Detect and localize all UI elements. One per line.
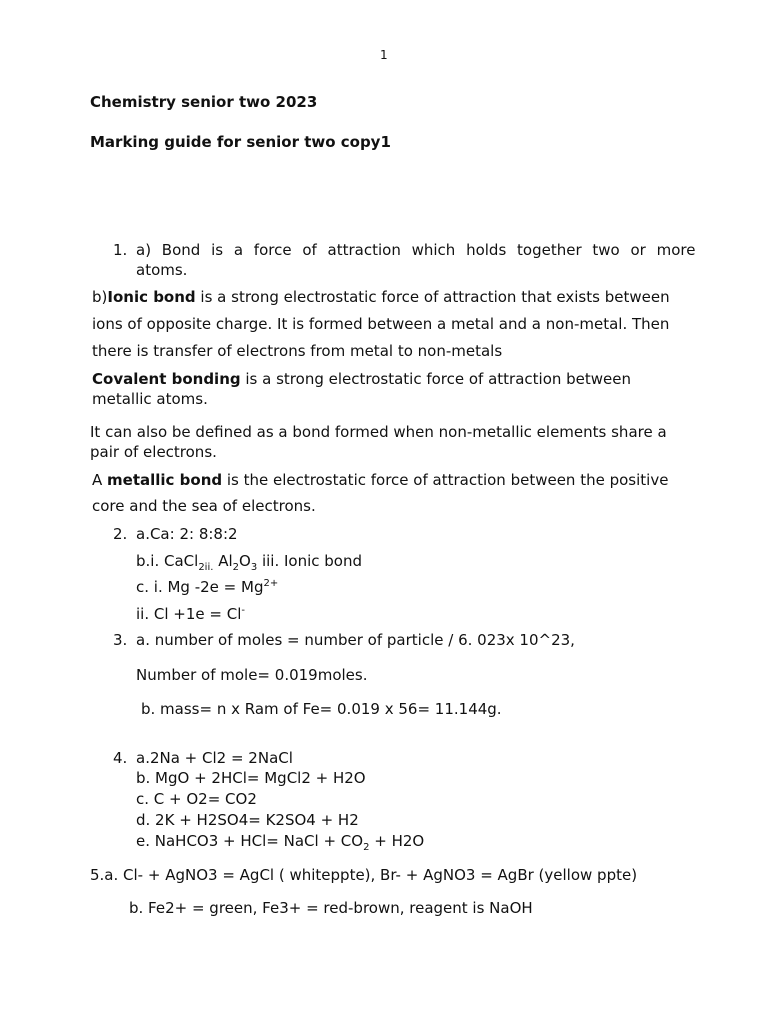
q1-b-prefix: b) (92, 288, 108, 306)
covalent-bonding-term: Covalent bonding (92, 370, 241, 388)
covalent-line2: metallic atoms. (92, 390, 208, 408)
q4-e-text: e. NaHCO3 + HCl= NaCl + CO (136, 832, 364, 850)
covalent-rest: is a strong electrostatic force of attraction between (240, 370, 632, 388)
covalent-line1 (92, 370, 631, 388)
q2-b-ionic: iii. Ionic bond (257, 552, 363, 570)
q4-e (136, 832, 425, 853)
q2-b-sub2: 2 (232, 562, 239, 573)
q2-c-ii-sup: - (241, 605, 245, 616)
document-title: Chemistry senior two 2023 (90, 93, 318, 111)
q5-a: 5.a. Cl- + AgNO3 = AgCl ( whiteppte), Br- + AgNO3 = AgBr (yellow ppte) (90, 866, 638, 884)
q4-e-sub: 2 (363, 842, 370, 853)
q2-b (136, 552, 363, 573)
q2-b-sub1: 2ii. (198, 562, 214, 573)
q2-a: a.Ca: 2: 8:8:2 (136, 525, 238, 543)
also-defined-line2: pair of electrons. (90, 443, 217, 461)
q3-number: 3. (113, 631, 128, 649)
q1-number: 1. (113, 241, 128, 259)
q1-b-rest: is a strong electrostatic force of attraction that exists between (195, 288, 670, 306)
q1-a-line2: atoms. (136, 261, 188, 279)
q1-b-line2: ions of opposite charge. It is formed between a metal and a non-metal. Then (92, 315, 670, 333)
q3-b: b. mass= n x Ram of Fe= 0.019 x 56= 11.144g. (141, 700, 502, 718)
metallic-line2: core and the sea of electrons. (92, 497, 316, 515)
q4-number: 4. (113, 749, 128, 767)
q4-a: a.2Na + Cl2 = 2NaCl (136, 749, 293, 767)
q4-e-post: + H2O (369, 832, 425, 850)
q4-d: d. 2K + H2SO4= K2SO4 + H2 (136, 811, 359, 829)
q2-c-ii (136, 605, 245, 623)
q2-c-ii-text: ii. Cl +1e = Cl (136, 605, 242, 623)
q1-b-line1 (92, 288, 670, 306)
q2-c-i (136, 578, 278, 596)
q2-b-al: Al (213, 552, 233, 570)
ionic-bond-term: Ionic bond (107, 288, 196, 306)
metallic-bond-term: metallic bond (107, 471, 223, 489)
metallic-prefix: A (92, 471, 108, 489)
q2-b-sub3: 3 (250, 562, 258, 573)
also-defined-line1: It can also be defined as a bond formed when non-metallic elements share a (90, 423, 667, 441)
q2-b-o: O (239, 552, 251, 570)
metallic-rest: is the electrostatic force of attraction between the positive (222, 471, 669, 489)
metallic-line1 (92, 471, 668, 489)
q3-a: a. number of moles = number of particle / 6. 023x 10^23, (136, 631, 575, 649)
q4-c: c. C + O2= CO2 (136, 790, 257, 808)
document-subtitle: Marking guide for senior two copy1 (90, 133, 391, 151)
q1-a-line1: a) Bond is a force of attraction which holds together two or more (136, 241, 696, 259)
q4-b: b. MgO + 2HCl= MgCl2 + H2O (136, 769, 366, 787)
q5-b: b. Fe2+ = green, Fe3+ = red-brown, reagent is NaOH (129, 899, 533, 917)
q3-moles: Number of mole= 0.019moles. (136, 666, 368, 684)
q2-c-i-text: c. i. Mg -2e = Mg (136, 578, 264, 596)
q1-b-line3: there is transfer of electrons from metal to non-metals (92, 342, 503, 360)
q2-b-text: b.i. CaCl (136, 552, 199, 570)
q2-number: 2. (113, 525, 128, 543)
page-number: 1 (380, 48, 388, 62)
q2-c-i-sup: 2+ (263, 578, 279, 589)
